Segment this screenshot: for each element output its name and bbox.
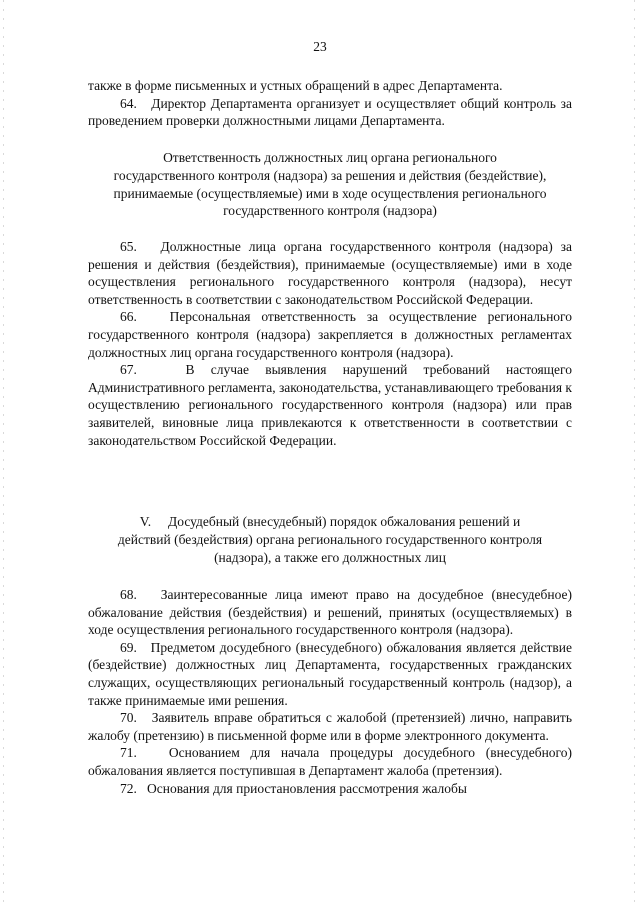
heading-line: Ответственность должностных лиц органа регионального [163,150,497,165]
paragraph: 72. Основания для приостановления рассмотрения жалобы [120,780,467,796]
heading-line: (надзора), а также его должностных лиц [214,549,446,565]
paragraph: 68. Заинтересованные лица имеют право на досудебное (внесудебное) обжалование действия (бездействия) и решений, принятых (осуществляемых) в ходе осуществления регионального государственного контроля (надзора). [88,587,572,638]
right-scan-edge [634,0,635,905]
paragraph-block-3 [88,586,572,797]
heading-line: государственного контроля (надзора) [223,203,437,219]
paragraph: 71. Основанием для начала процедуры досудебного (внесудебного) обжалования является поступившая в Департамент жалоба (претензия). [88,745,572,778]
paragraph: 70. Заявитель вправе обратиться с жалобой (претензией) лично, направить жалобу (претензию) в письменной форме или в форме электронного документа. [88,710,572,743]
page-number: 23 [313,39,327,54]
section-heading-appeal [88,513,572,566]
heading-line: V. Досудебный (внесудебный) порядок обжалования решений и [139,514,521,529]
paragraph: 69. Предметом досудебного (внесудебного) обжалования является действие (бездействие) должностных лиц Департамента, государственных гражданских служащих, осуществляющих региональный государственный контроль (надзор), а также принимаемые ими решения. [88,639,572,708]
paragraph-block-2 [88,238,572,449]
paragraph: 67. В случае выявления нарушений требований настоящего Административного регламента, законодательства, устанавливающего требования к осуществлению регионального государственного контроля (надзора) или прав заявителей, виновные лица привлекаются к ответственности в соответствии с законодательством Российской Федерации. [88,362,572,448]
section-heading-responsibility [88,149,572,220]
heading-line: действий (бездействия) органа регионального государственного контроля [117,531,543,547]
heading-line: государственного контроля (надзора) за решения и действия (бездействие), [113,167,547,183]
left-scan-edge [3,0,4,905]
paragraph: 64. Директор Департамента организует и осуществляет общий контроль за проведением проверки должностными лицами Департамента. [88,95,572,129]
paragraph: также в форме письменных и устных обращений в адрес Департамента. [88,78,503,93]
paragraph: 65. Должностные лица органа государственного контроля (надзора) за решения и действия (бездействия), принимаемые (осуществляемые) ими в ходе осуществления регионального государственного контроля (надзора), несут ответственность в соответствии с законодательством Российской Федерации. [88,239,572,307]
heading-line: принимаемые (осуществляемые) ими в ходе осуществления регионального [113,185,547,201]
paragraph-block-1 [88,77,572,130]
paragraph: 66. Персональная ответственность за осуществление регионального государственного контроля (надзора) закрепляется в должностных регламентах должностных лиц органа государственного контроля (надзора). [88,309,572,360]
